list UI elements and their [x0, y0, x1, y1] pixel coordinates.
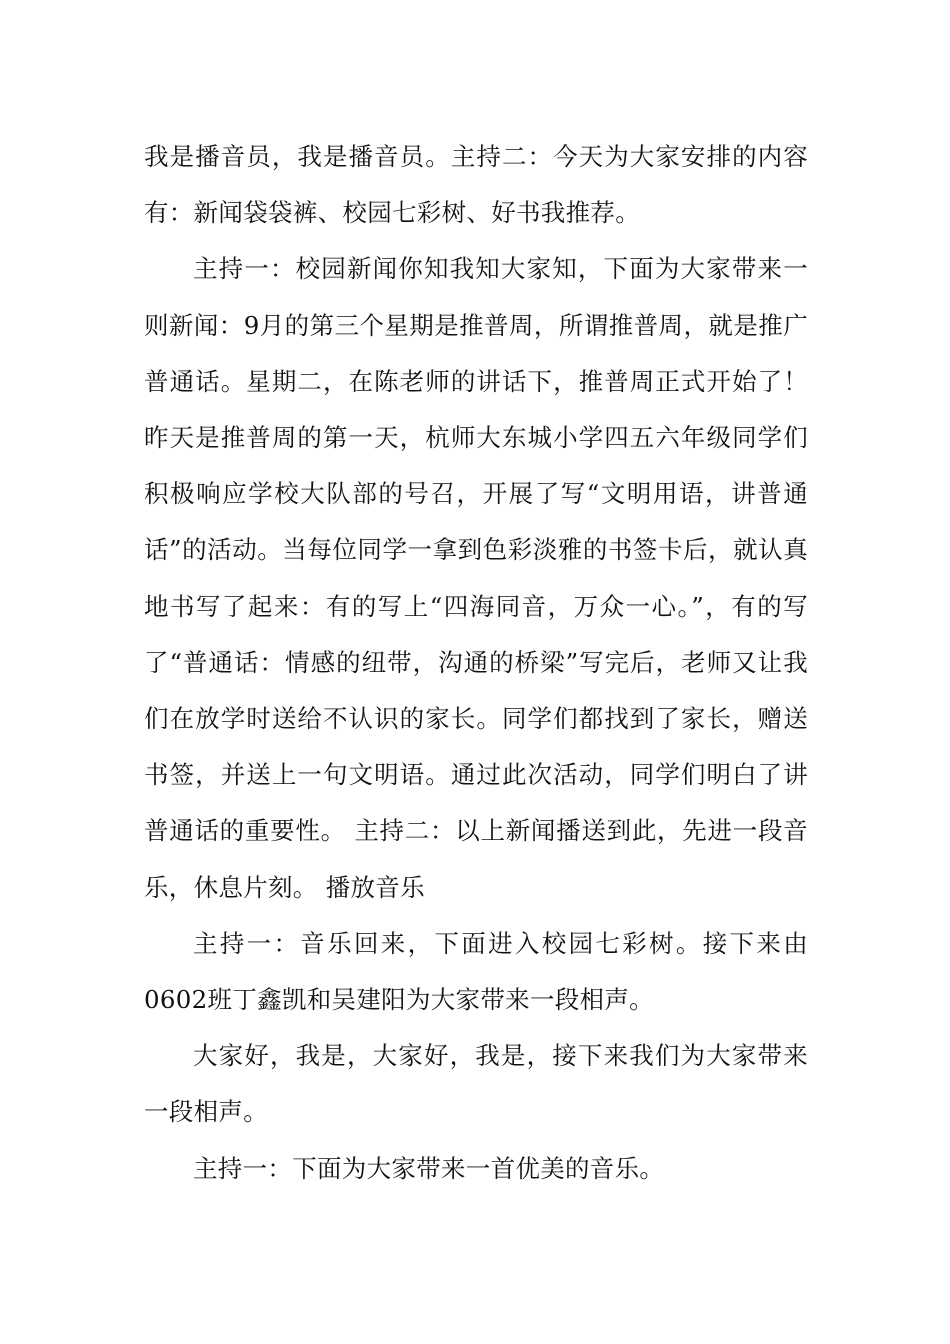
paragraph-3: 主持一：音乐回来，下面进入校园七彩树。接下来由0602班丁鑫凯和吴建阳为大家带来一段相声。 [144, 928, 808, 1015]
paragraph-4: 大家好，我是，大家好，我是，接下来我们为大家带来一段相声。 [144, 1041, 808, 1127]
paragraph-2: 主持一：校园新闻你知我知大家知，下面为大家带来一则新闻：9月的第三个星期是推普周，所谓推普周，就是推广普通话。星期二，在陈老师的讲话下，推普周正式开始了！昨天是推普周的第一天，杭师大东城小学四五六年级同学们积极响应学校大队部的号召，开展了写“文明用语，讲普通话”的活动。当每位同学一拿到色彩淡雅的书签卡后，就认真地书写了起来：有的写上“四海同音，万众一心。”，有的写了“普通话：情感的纽带，沟通的桥梁”写完后，老师又让我们在放学时送给不认识的家长。同学们都找到了家长，赠送书签，并送上一句文明语。通过此次活动，同学们明白了讲普通话的重要性。 主持二：以上新闻播送到此，先进一段音乐，休息片刻。 播放音乐 [144, 254, 808, 902]
paragraph-1: 我是播音员，我是播音员。主持二：今天为大家安排的内容有：新闻袋袋裤、校园七彩树、好书我推荐。 [144, 142, 808, 228]
document-body [144, 129, 808, 1197]
paragraph-5: 主持一：下面为大家带来一首优美的音乐。 [193, 1153, 665, 1183]
